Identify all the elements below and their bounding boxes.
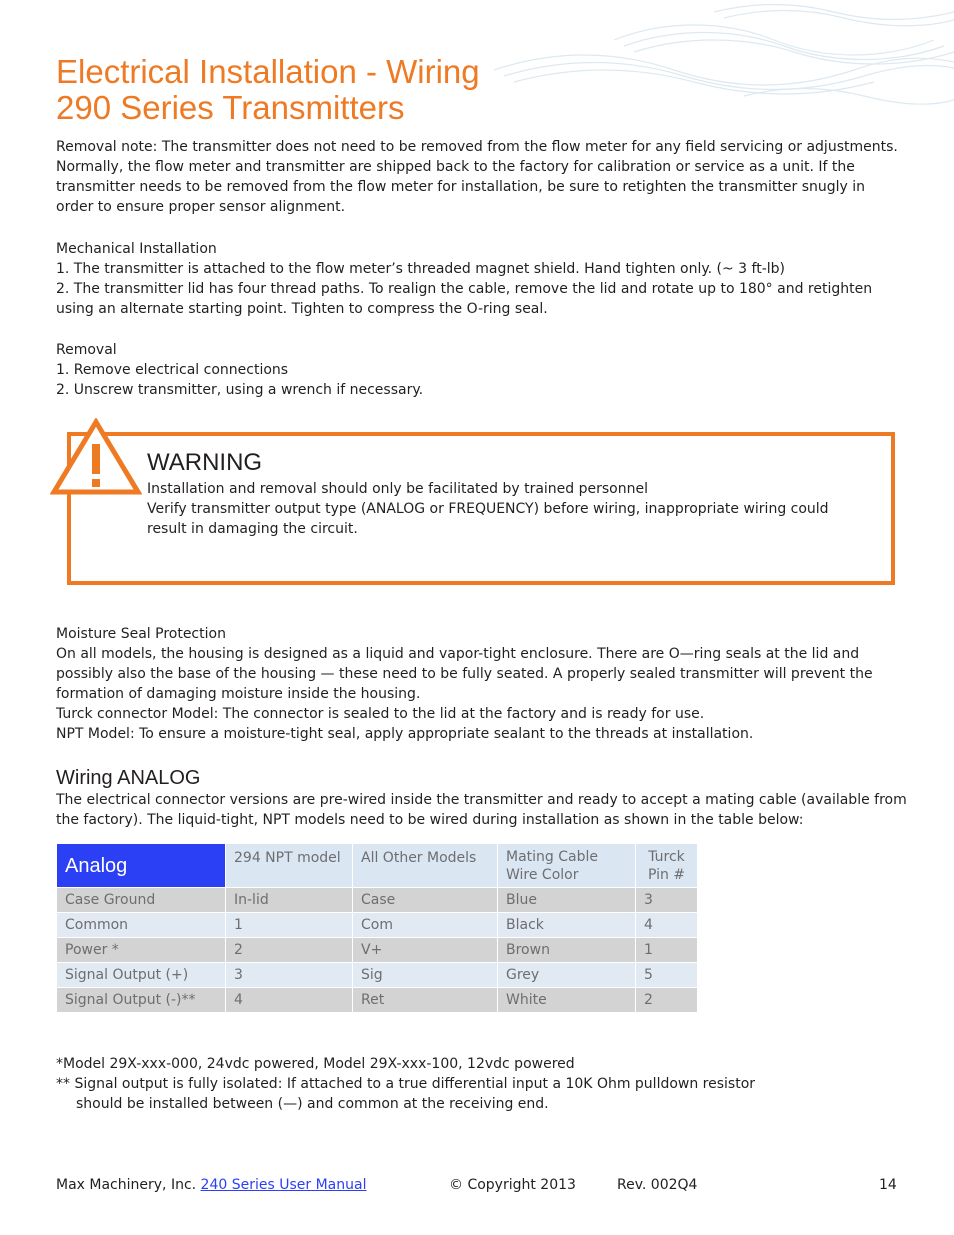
- table-cell: Black: [498, 913, 636, 938]
- footer-copyright: © Copyright 2013: [449, 1177, 576, 1193]
- company-name: Max Machinery, Inc.: [56, 1177, 197, 1193]
- wiring-intro: [56, 790, 906, 830]
- text-line: 2. The transmitter lid has four thread paths. To realign the cable, remove the lid and rotate up to 180° and retighten: [56, 281, 873, 297]
- column-header-line: All Other Models: [361, 850, 477, 866]
- footer-company: [56, 1175, 366, 1195]
- table-row: [57, 938, 698, 963]
- text-line: order to ensure proper sensor alignment.: [56, 199, 346, 215]
- table-cell: 1: [226, 913, 353, 938]
- table-cell: White: [498, 988, 636, 1013]
- text-line: formation of damaging moisture inside the housing.: [56, 686, 421, 702]
- section-heading: Mechanical Installation: [56, 241, 217, 257]
- column-header-line: Pin #: [647, 867, 686, 883]
- column-header-line: Wire Color: [506, 867, 579, 883]
- table-cell: Blue: [498, 888, 636, 913]
- text-line: Removal note: The transmitter does not need to be removed from the flow meter for any field servicing or adjustments.: [56, 139, 898, 155]
- table-cell: Power *: [57, 938, 226, 963]
- footnote: ** Signal output is fully isolated: If attached to a true differential input a 10K Ohm pulldown resistor: [56, 1076, 756, 1092]
- footnotes: [56, 1054, 906, 1114]
- page-number: 14: [879, 1177, 897, 1193]
- text-line: using an alternate starting point. Tighten to compress the O-ring seal.: [56, 301, 548, 317]
- table-cell: Case Ground: [57, 888, 226, 913]
- warning-heading: WARNING: [147, 449, 263, 476]
- table-row: [57, 988, 698, 1013]
- table-cell: Brown: [498, 938, 636, 963]
- text-line: 1. The transmitter is attached to the flow meter’s threaded magnet shield. Hand tighten only. (~ 3 ft-lb): [56, 261, 785, 277]
- wiring-analog-heading: Wiring ANALOG: [56, 767, 201, 789]
- column-header-line: Mating Cable: [506, 849, 598, 865]
- table-cell: 5: [636, 963, 698, 988]
- decorative-wave-pattern: [494, 0, 954, 110]
- table-cell: Com: [353, 913, 498, 938]
- table-cell: 2: [226, 938, 353, 963]
- table-cell: Sig: [353, 963, 498, 988]
- column-header-line: 294 NPT model: [234, 850, 341, 866]
- table-cell: Grey: [498, 963, 636, 988]
- column-header: [353, 844, 498, 888]
- warning-triangle-icon: [50, 418, 142, 496]
- text-line: Verify transmitter output type (ANALOG or FREQUENCY) before wiring, inappropriate wiring could: [147, 501, 829, 517]
- column-header-line: Turck: [648, 849, 685, 865]
- removal-note-paragraph: [56, 137, 906, 217]
- text-line: The electrical connector versions are pre-wired inside the transmitter and ready to accept a mating cable (available from: [56, 792, 907, 808]
- footnote: should be installed between (—) and common at the receiving end.: [76, 1096, 549, 1112]
- page-title: [56, 54, 480, 126]
- table-title-cell: Analog: [57, 844, 226, 888]
- table-cell: 2: [636, 988, 698, 1013]
- table-cell: Ret: [353, 988, 498, 1013]
- warning-text: [147, 479, 867, 539]
- table-row: [57, 913, 698, 938]
- table-cell: 1: [636, 938, 698, 963]
- text-line: On all models, the housing is designed as a liquid and vapor-tight enclosure. There are O—ring seals at the lid and: [56, 646, 860, 662]
- table-cell: 4: [636, 913, 698, 938]
- manual-link[interactable]: 240 Series User Manual: [200, 1177, 367, 1193]
- table-cell: V+: [353, 938, 498, 963]
- table-row: [57, 963, 698, 988]
- column-header: [226, 844, 353, 888]
- table-cell: Signal Output (+): [57, 963, 226, 988]
- table-row: [57, 888, 698, 913]
- moisture-seal-section: [56, 624, 906, 744]
- text-line: transmitter needs to be removed from the flow meter for installation, be sure to retighten the transmitter snugly in: [56, 179, 866, 195]
- mechanical-installation-section: [56, 239, 906, 319]
- text-line: Installation and removal should only be facilitated by trained personnel: [147, 481, 648, 497]
- text-line: possibly also the base of the housing — these need to be fully seated. A properly sealed transmitter will prevent the: [56, 666, 873, 682]
- text-line: the factory). The liquid-tight, NPT models need to be wired during installation as shown in the table below:: [56, 812, 804, 828]
- section-heading: Moisture Seal Protection: [56, 626, 226, 642]
- column-header: [636, 844, 698, 888]
- page-title-line-2: 290 Series Transmitters: [56, 89, 405, 126]
- table-cell: 3: [226, 963, 353, 988]
- text-line: 2. Unscrew transmitter, using a wrench if necessary.: [56, 382, 424, 398]
- table-header-row: [57, 844, 698, 888]
- footnote: *Model 29X-xxx-000, 24vdc powered, Model 29X-xxx-100, 12vdc powered: [56, 1056, 575, 1072]
- table-cell: Signal Output (-)**: [57, 988, 226, 1013]
- table-cell: 3: [636, 888, 698, 913]
- text-line: 1. Remove electrical connections: [56, 362, 289, 378]
- table-cell: In-lid: [226, 888, 353, 913]
- footer-revision: Rev. 002Q4: [617, 1177, 698, 1193]
- text-line: Normally, the flow meter and transmitter are shipped back to the factory for calibration or service as a unit. If the: [56, 159, 855, 175]
- text-line: Turck connector Model: The connector is sealed to the lid at the factory and is ready for use.: [56, 706, 705, 722]
- text-line: result in damaging the circuit.: [147, 521, 358, 537]
- removal-section: [56, 340, 906, 400]
- column-header: [498, 844, 636, 888]
- table-cell: 4: [226, 988, 353, 1013]
- table-cell: Common: [57, 913, 226, 938]
- section-heading: Removal: [56, 342, 117, 358]
- table-cell: Case: [353, 888, 498, 913]
- wiring-table: [56, 843, 698, 1013]
- page-title-line-1: Electrical Installation - Wiring: [56, 53, 480, 90]
- text-line: NPT Model: To ensure a moisture-tight seal, apply appropriate sealant to the threads at installation.: [56, 726, 754, 742]
